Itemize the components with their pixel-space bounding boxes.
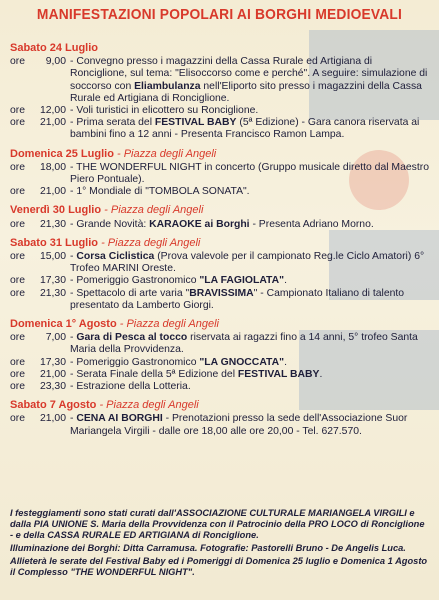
event-ore-label: ore	[10, 381, 26, 393]
event-description	[70, 413, 430, 437]
event-highlight: Gara di Pesca al tocco	[76, 332, 188, 344]
event-ore-label: ore	[10, 413, 26, 425]
event-text: - Prenotazioni presso la sede dell'Associazione Suor Mariangela Virgili - dalle ore 18,00 alle ore 20,00 - Tel. 627.570.	[70, 413, 408, 437]
event-time: 17,30	[39, 275, 66, 287]
event-text: - Convegno presso i magazzini della Cassa Rurale ed Artigiana di Ronciglione, sul tema: "Elisoccorso come e perché". A seguire: simulazione di soccorso con	[70, 56, 428, 92]
event-ore-label: ore	[10, 117, 26, 129]
page-title: MANIFESTAZIONI POPOLARI AI BORGHI MEDIOEVALI	[36, 6, 403, 23]
event-entry	[10, 288, 430, 312]
event-time: 21,00	[39, 117, 66, 129]
day-section	[10, 42, 430, 142]
day-title	[10, 318, 430, 330]
day-date: Domenica 25 Luglio	[10, 147, 114, 160]
event-entry	[10, 117, 430, 141]
event-text: nell'Eliporto sito presso i magazzini della Cassa Rurale ed Artigiana di Ronciglione.	[70, 80, 422, 104]
day-date: Sabato 7 Agosto	[10, 399, 97, 412]
day-location: - Piazza degli Angeli	[116, 318, 220, 331]
day-section	[10, 148, 430, 199]
event-time: 12,00	[39, 105, 66, 117]
event-time: 7,00	[45, 332, 66, 344]
event-text: (Prova valevole per il campionato Reg.le Ciclo Amatori) 6° Trofeo MARINI Oreste.	[70, 251, 425, 275]
day-location: - Piazza degli Angeli	[101, 204, 204, 217]
event-time: 9,00	[45, 56, 66, 68]
event-text: - Serata Finale della 5ª Edizione del	[70, 368, 238, 380]
day-title	[10, 237, 430, 249]
event-text: .	[284, 275, 287, 287]
event-text: riservata ai ragazzi fino a 14 anni, 5° trofeo Santa Maria della Provvidenza.	[70, 332, 418, 356]
event-description	[70, 105, 430, 117]
day-title	[10, 399, 430, 411]
event-text: (5ª Edizione) - Gara canora riservata ai bambini fino a 12 anni - Presenta Francisco Ramon Lampa.	[70, 117, 420, 141]
event-description	[70, 162, 430, 186]
event-entry	[10, 357, 430, 369]
event-highlight: Corsa Ciclistica	[76, 251, 155, 263]
footer-paragraph: Illuminazione dei Borghi: Ditta Carramusa. Fotografie: Pastorelli Bruno - De Angelis Luca.	[10, 543, 406, 553]
event-highlight: "LA GNOCCATA"	[199, 356, 285, 368]
event-text: -	[70, 251, 77, 263]
event-entry	[10, 186, 430, 198]
event-description	[70, 251, 430, 275]
event-ore-label: ore	[10, 218, 26, 230]
event-highlight: FESTIVAL BABY	[237, 368, 320, 380]
day-section	[10, 237, 430, 312]
event-description	[70, 332, 430, 356]
event-description	[70, 357, 430, 369]
event-entry	[10, 251, 430, 275]
event-entry	[10, 219, 430, 231]
event-ore-label: ore	[10, 56, 26, 68]
event-highlight: BRAVISSIMA	[189, 287, 254, 299]
event-highlight: KARAOKE ai Borghi	[149, 218, 250, 230]
day-date: Sabato 24 Luglio	[10, 42, 99, 54]
day-location: - Piazza degli Angeli	[113, 147, 217, 160]
event-ore-label: ore	[10, 105, 26, 117]
day-date: Domenica 1° Agosto	[10, 318, 117, 331]
day-location: - Piazza degli Angeli	[96, 399, 199, 412]
day-section	[10, 204, 430, 230]
event-text: - Spettacolo di arte varia "	[70, 287, 190, 299]
event-text: - Prima serata del	[70, 117, 155, 129]
event-ore-label: ore	[10, 356, 26, 368]
event-ore-label: ore	[10, 186, 26, 198]
event-entry	[10, 369, 430, 381]
schedule	[10, 36, 430, 438]
event-text: - Pomeriggio Gastronomico	[70, 356, 200, 368]
event-text: .	[284, 356, 287, 368]
event-time: 21,30	[39, 218, 66, 230]
event-ore-label: ore	[10, 368, 26, 380]
event-ore-label: ore	[10, 287, 26, 299]
event-text: -	[70, 332, 77, 344]
event-description	[70, 186, 430, 198]
event-text: - 1° Mondiale di "TOMBOLA SONATA".	[70, 186, 250, 198]
credits-footer	[10, 508, 430, 580]
day-section	[10, 318, 430, 393]
event-description	[70, 288, 430, 312]
event-time: 17,30	[39, 356, 66, 368]
event-ore-label: ore	[10, 332, 26, 344]
event-highlight: FESTIVAL BABY	[154, 117, 237, 129]
event-text: .	[319, 368, 323, 380]
event-time: 21,00	[39, 186, 66, 198]
event-description	[70, 275, 430, 287]
day-title	[10, 42, 430, 54]
day-section	[10, 399, 430, 438]
event-time: 21,30	[39, 287, 66, 299]
event-highlight: Eliambulanza	[134, 80, 201, 92]
event-highlight: "LA FAGIOLATA"	[199, 275, 285, 287]
event-ore-label: ore	[10, 275, 26, 287]
event-ore-label: ore	[10, 251, 26, 263]
event-ore-label: ore	[10, 161, 26, 173]
event-description	[70, 369, 430, 381]
event-description	[70, 381, 430, 393]
event-time: 21,00	[39, 413, 66, 425]
event-entry	[10, 275, 430, 287]
event-entry	[10, 381, 430, 393]
event-text: - Grande Novità:	[70, 218, 150, 230]
day-date: Sabato 31 Luglio	[10, 236, 99, 249]
event-text: - Pomeriggio Gastronomico	[70, 275, 200, 287]
event-description	[70, 56, 430, 105]
day-date: Venerdì 30 Luglio	[10, 204, 102, 217]
event-description	[70, 219, 430, 231]
event-entry	[10, 332, 430, 356]
day-title	[10, 204, 430, 216]
event-entry	[10, 105, 430, 117]
event-text: -	[70, 413, 77, 425]
day-title	[10, 148, 430, 160]
event-text: - THE WONDERFUL NIGHT in concerto (Gruppo musicale diretto dal Maestro Piero Pontuale).	[70, 161, 429, 186]
event-description	[70, 117, 430, 141]
event-text: - Presenta Adriano Morno.	[249, 218, 374, 230]
event-highlight: CENA AI BORGHI	[76, 413, 163, 425]
day-location: - Piazza degli Angeli	[98, 236, 201, 249]
event-entry	[10, 56, 430, 105]
event-time: 15,00	[39, 251, 66, 263]
footer-paragraph: I festeggiamenti sono stati curati dall'ASSOCIAZIONE CULTURALE MARIANGELA VIRGILI e dalla PIA UNIONE S. Maria della Provvidenza con il Patrocinio della PRO LOCO di Ronciglione - e della CASSA RURALE ED ARTIGIANA di Ronciglione.	[10, 508, 425, 540]
event-entry	[10, 413, 430, 437]
footer-paragraph: Allieterà le serate del Festival Baby ed i Pomeriggi di Domenica 25 luglio e Domenica 1 Agosto il Complesso "THE WONDERFUL NIGHT".	[10, 556, 428, 577]
event-time: 23,30	[39, 381, 66, 393]
event-entry	[10, 162, 430, 186]
event-text: " - Campionato Italiano di talento presentato da Lamberto Giorgi.	[70, 287, 405, 311]
event-text: - Voli turistici in elicottero su Ronciglione.	[70, 105, 259, 117]
event-time: 18,00	[39, 161, 66, 173]
event-text: - Estrazione della Lotteria.	[70, 381, 191, 393]
event-time: 21,00	[39, 368, 66, 380]
